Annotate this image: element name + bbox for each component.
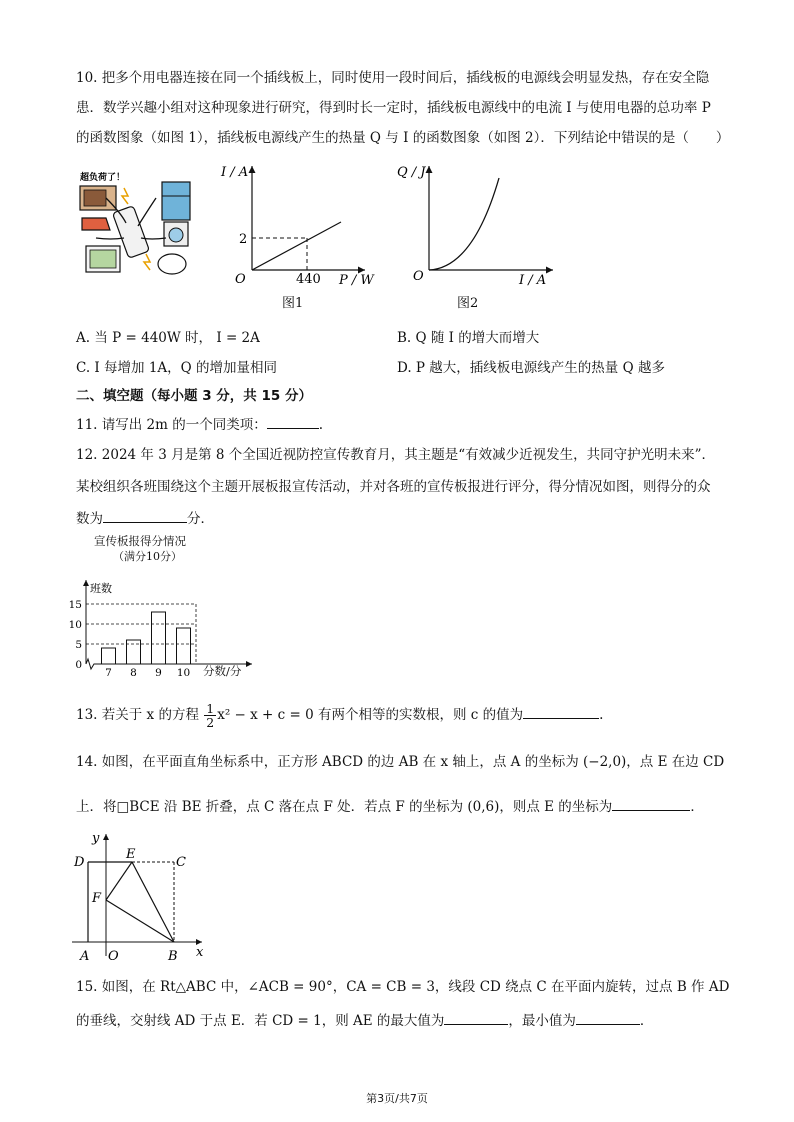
fig1-ylabel: I / A xyxy=(221,165,249,180)
fig1-line xyxy=(252,222,341,270)
q13-text-b: x² − x + c = 0 有两个相等的实数根，则 c 的值为 xyxy=(217,707,524,723)
q13-text-a: 13. 若关于 x 的方程 xyxy=(76,707,199,723)
q14-segment-fe xyxy=(106,862,132,900)
chart-ytick-label: 5 xyxy=(75,639,82,651)
q14-label-b: B xyxy=(168,949,178,964)
q10-line2: 患．数学兴趣小组对这种现象进行研究，得到时长一定时，插线板电源线中的电流 I 与使用电器的总功率 P xyxy=(76,100,711,116)
chart-ytick-label: 10 xyxy=(68,619,82,631)
q10-option-d: D. P 越大，插线板电源线产生的热量 Q 越多 xyxy=(397,360,665,376)
q11-answer-blank[interactable] xyxy=(267,414,319,429)
q14-label-x: x xyxy=(196,945,204,960)
q14-line2 xyxy=(76,796,704,817)
q14-label-y: y xyxy=(92,831,100,846)
q13-answer-blank[interactable] xyxy=(523,704,599,719)
overload-clipart-image xyxy=(76,168,201,288)
figure-1-graph xyxy=(205,160,380,290)
q14-text: 上．将□BCE 沿 BE 折叠，点 C 落在点 F 处．若点 F 的坐标为 (0,6)，则点 E 的坐标为 xyxy=(76,799,613,815)
q15-text-a: 的垂线，交射线 AD 于点 E．若 CD = 1，则 AE 的最大值为 xyxy=(76,1013,445,1029)
chart-ytick-label: 0 xyxy=(75,659,82,671)
chart-xtick-label: 9 xyxy=(155,667,162,679)
q14-line1: 14. 如图，在平面直角坐标系中，正方形 ABCD 的边 AB 在 x 轴上，点 A 的坐标为 (−2,0)，点 E 在边 CD xyxy=(76,754,725,770)
chart-bar-7 xyxy=(102,648,116,664)
fig1-origin: O xyxy=(235,272,246,287)
fig2-caption: 图2 xyxy=(457,296,479,311)
q11-text: 11. 请写出 2m 的一个同类项： xyxy=(76,417,267,433)
chart-xtick-label: 10 xyxy=(176,667,191,679)
q14-answer-blank[interactable] xyxy=(612,796,690,811)
q10-line3: 的函数图象（如图 1），插线板电源线产生的热量 Q 与 I 的函数图象（如图 2）．下列结论中错误的是（ ） xyxy=(76,130,730,146)
q15-line2 xyxy=(76,1010,653,1031)
q13-fraction xyxy=(204,702,216,729)
fig1-xlabel: P / W xyxy=(339,273,374,288)
q15-min-answer-blank[interactable] xyxy=(576,1010,640,1025)
q12-line3 xyxy=(76,508,214,529)
chart-bar-10 xyxy=(177,628,191,664)
q14-label-o: O xyxy=(108,949,119,964)
fig2-ylabel: Q / J xyxy=(397,165,426,180)
q12-line1: 12. 2024 年 3 月是第 8 个全国近视防控宣传教育月，其主题是“有效减少近视发生，共同守护光明未来”． xyxy=(76,447,716,463)
chart-subtitle: （满分10分） xyxy=(113,550,182,563)
q12-answer-blank[interactable] xyxy=(103,508,187,523)
q15-end: ． xyxy=(639,1013,654,1029)
chart-bar-8 xyxy=(127,640,141,664)
page-footer: 第3页/共7页 xyxy=(366,1092,428,1105)
q11-line xyxy=(76,414,323,435)
fig1-x-mark: 440 xyxy=(296,272,321,287)
q13-frac-num: 1 xyxy=(206,701,215,716)
fig2-xlabel: I / A xyxy=(519,273,547,288)
section-2-heading: 二、填空题（每小题 3 分，共 15 分） xyxy=(76,388,312,404)
chart-xlabel: 分数/分 xyxy=(203,664,242,678)
q14-label-a: A xyxy=(80,949,90,964)
chart-xtick-label: 7 xyxy=(105,667,112,679)
q14-label-d: D xyxy=(74,855,85,870)
q14-end: ． xyxy=(690,799,704,815)
q14-segment-eb xyxy=(132,862,174,942)
q10-option-c: C. I 每增加 1A，Q 的增加量相同 xyxy=(76,360,278,376)
q13-line xyxy=(76,700,603,730)
chart-ytick-label: 15 xyxy=(68,599,82,611)
fig2-curve xyxy=(429,178,499,270)
q15-line1: 15. 如图，在 Rt△ABC 中，∠ACB = 90°，CA = CB = 3，线段 CD 绕点 C 在平面内旋转，过点 B 作 AD xyxy=(76,979,730,995)
fig1-y-mark: 2 xyxy=(239,232,248,247)
q15-max-answer-blank[interactable] xyxy=(444,1010,508,1025)
q11-end: . xyxy=(318,417,324,433)
q14-label-e: E xyxy=(126,847,136,862)
q14-label-c: C xyxy=(176,855,186,870)
q12-text-a: 数为 xyxy=(76,511,103,527)
q12-text-b: 分． xyxy=(187,511,214,527)
q14-segment-fb xyxy=(106,900,174,942)
q12-line2: 某校组织各班围绕这个主题开展板报宣传活动，并对各班的宣传板报进行评分，得分情况如图，则得分的众 xyxy=(76,479,711,495)
q10-option-a: A. 当 P = 440W 时， I = 2A xyxy=(76,330,260,346)
chart-xtick-label: 8 xyxy=(130,667,137,679)
chart-title: 宣传板报得分情况 xyxy=(94,534,186,548)
figure-2-graph xyxy=(393,160,563,290)
q10-line1: 10. 把多个用电器连接在同一个插线板上，同时使用一段时间后，插线板的电源线会明显发热，存在安全隐 xyxy=(76,70,710,86)
fig1-caption: 图1 xyxy=(282,296,304,311)
fig2-origin: O xyxy=(413,269,424,284)
q15-text-b: ，最小值为 xyxy=(508,1013,576,1029)
chart-ylabel: 班数 xyxy=(90,582,112,595)
q13-frac-den: 2 xyxy=(206,715,215,730)
q14-figure xyxy=(70,828,210,964)
clipart-label: 超负荷了！ xyxy=(80,173,126,183)
chart-bar-9 xyxy=(152,612,166,664)
q14-label-f: F xyxy=(92,891,102,906)
q10-option-b: B. Q 随 I 的增大而增大 xyxy=(397,330,540,346)
q13-end: . xyxy=(599,707,604,723)
